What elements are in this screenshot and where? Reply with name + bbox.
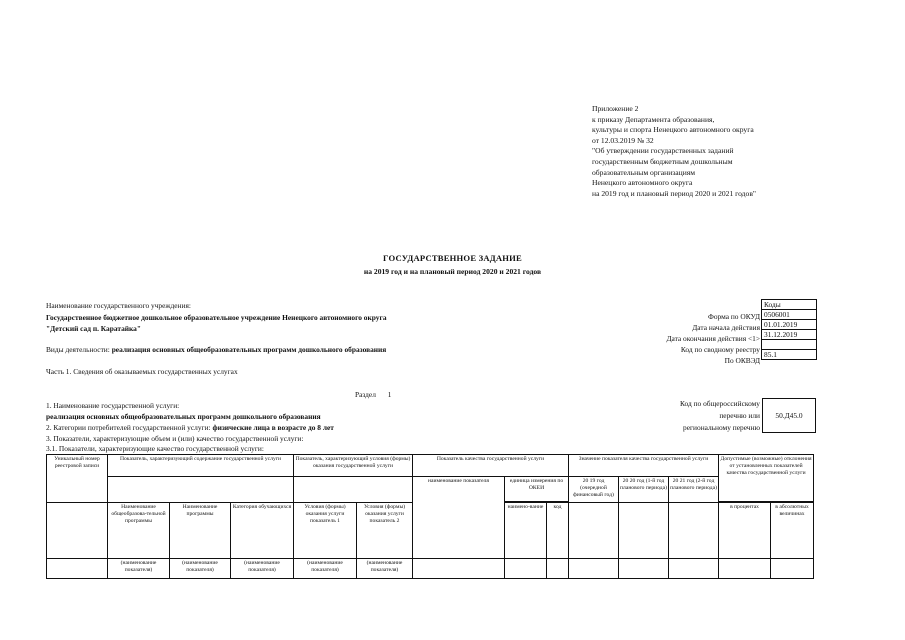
- header-unit-name: наимено-вание: [505, 503, 547, 559]
- header-year-3: 20 21 год (2-й год планового периода): [669, 477, 719, 503]
- header-content: Показатель, характеризующий содержание государственной услуги: [108, 455, 294, 477]
- header-conditions: Показатель, характеризующий условия (формы) оказания государственной услуги: [294, 455, 413, 477]
- name-indicator-2: (наименование показателя): [170, 559, 231, 579]
- institution-name-2: "Детский сад п. Каратайка": [46, 324, 141, 333]
- appendix-line: культуры и спорта Ненецкого автономного округа: [592, 125, 754, 135]
- row-unique-empty: [47, 503, 108, 559]
- header-content-1: Наименование общеобразова-тельной программы: [108, 503, 170, 559]
- codes-header: Коды: [762, 300, 817, 310]
- header-year-1: 20 19 год (очередной финансовый год): [569, 477, 619, 503]
- header-deviation: Допустимые (возможные) отклонения от установленных показателей качества государственной услуги: [719, 455, 814, 502]
- quality-table: [46, 454, 814, 579]
- header-values: Значение показателя качества государственной услуги: [569, 455, 719, 477]
- code-okved: 85.1: [762, 350, 817, 360]
- consumer-label: 2. Категории потребителей государственной услуги:: [46, 423, 211, 432]
- section-label: Раздел: [355, 390, 376, 399]
- appendix-line: государственным бюджетным дошкольным: [592, 156, 733, 166]
- document-title: ГОСУДАРСТВЕННОЕ ЗАДАНИЕ: [383, 253, 522, 263]
- appendix-block: [592, 104, 756, 199]
- name-indicator-1: (наименование показателя): [108, 559, 170, 579]
- service-line31: 3.1. Показатели, характеризующие качество государственной услуги:: [46, 444, 264, 453]
- activity-value: реализация основных общеобразовательных программ дошкольного образования: [111, 345, 387, 354]
- institution-name: Государственное бюджетное дошкольное образовательное учреждение Ненецкого автономного округа: [46, 313, 387, 322]
- service-line1: 1. Наименование государственной услуги:: [46, 401, 180, 410]
- appendix-line: Приложение 2: [592, 104, 639, 113]
- empty-cell: [569, 559, 619, 579]
- header-content-2: Наименование программы: [170, 503, 231, 559]
- appendix-line: от 12.03.2019 № 32: [592, 135, 654, 145]
- registry-code-box: [762, 398, 816, 433]
- empty-cell: [547, 559, 569, 579]
- service-line3: 3. Показатели, характеризующие объем и (или) качество государственной услуги:: [46, 434, 304, 443]
- code-okud: 0506001: [762, 310, 817, 320]
- header-condition-1: Условия (формы) оказания услуги показатель 1: [294, 503, 357, 559]
- header-unique-number: Уникальный номер реестровой записи: [47, 455, 108, 503]
- header-year-2: 20 20 год (1-й год планового периода): [619, 477, 669, 503]
- appendix-line: "Об утверждении государственных заданий: [592, 146, 734, 156]
- year-1-empty: [569, 503, 619, 559]
- header-percent: в процентах: [719, 503, 771, 559]
- activity-label: Виды деятельности:: [46, 345, 110, 354]
- empty-cell: [771, 559, 814, 579]
- header-content-3: Категория обучающихся: [231, 503, 294, 559]
- registry-label-3: региональному перечню: [683, 423, 760, 432]
- code-label-registry: Код по сводному реестру: [680, 345, 760, 354]
- header-content-empty: [108, 477, 294, 503]
- name-indicator-3: (наименование показателя): [231, 559, 294, 579]
- document-subtitle: на 2019 год и на плановый период 2020 и 2021 годов: [363, 267, 542, 276]
- empty-cell: [505, 559, 547, 579]
- year-2-empty: [619, 503, 669, 559]
- empty-cell: [619, 559, 669, 579]
- row-unique-empty-2: [47, 559, 108, 579]
- part-heading: Часть 1. Сведения об оказываемых государственных услугах: [46, 367, 238, 376]
- name-indicator-5: (наименование показателя): [357, 559, 413, 579]
- code-label-start: Дата начала действия: [692, 323, 760, 332]
- appendix-line: на 2019 год и плановый период 2020 и 2021 годов": [592, 188, 756, 198]
- activity-line: [46, 345, 386, 354]
- empty-cell: [719, 559, 771, 579]
- section-number: 1: [387, 390, 392, 399]
- header-quality: Показатель качества государственной услуги: [413, 455, 569, 477]
- service-name: реализация основных общеобразовательных программ дошкольного образования: [46, 412, 321, 421]
- header-conditions-empty: [294, 477, 413, 503]
- header-unit-code: код: [547, 503, 569, 559]
- code-registry: [762, 340, 817, 350]
- name-indicator-4: (наименование показателя): [294, 559, 357, 579]
- header-condition-2: Условия (формы) оказания услуги показатель 2: [357, 503, 413, 559]
- consumer-value: физические лица в возрасте до 8 лет: [212, 423, 334, 432]
- appendix-line: к приказу Департамента образования,: [592, 114, 715, 124]
- header-indicator-name: наименование показателя: [413, 477, 505, 559]
- header-absolute: в абсолютных величинах: [771, 503, 814, 559]
- registry-label-1: Код по общероссийскому: [679, 399, 760, 408]
- registry-label-2: перечню или: [719, 411, 760, 420]
- appendix-line: образовательным организациям: [592, 167, 696, 177]
- code-label-okved: По ОКВЭД: [724, 356, 760, 365]
- empty-cell: [413, 559, 505, 579]
- section-heading: [355, 390, 391, 399]
- appendix-line: Ненецкого автономного округа: [592, 178, 693, 188]
- service-line2: [46, 423, 334, 432]
- header-unit: единица измерения по ОКЕИ: [505, 477, 569, 502]
- code-label-end: Дата окончания действия <1>: [666, 334, 760, 343]
- empty-cell: [669, 559, 719, 579]
- code-start-date: 01.01.2019: [762, 320, 817, 330]
- codes-table: [761, 299, 817, 360]
- registry-code: 50.Д45.0: [775, 411, 803, 420]
- institution-label: Наименование государственного учреждения:: [46, 301, 191, 310]
- code-label-okud: Форма по ОКУД: [707, 312, 760, 321]
- year-3-empty: [669, 503, 719, 559]
- code-end-date: 31.12.2019: [762, 330, 817, 340]
